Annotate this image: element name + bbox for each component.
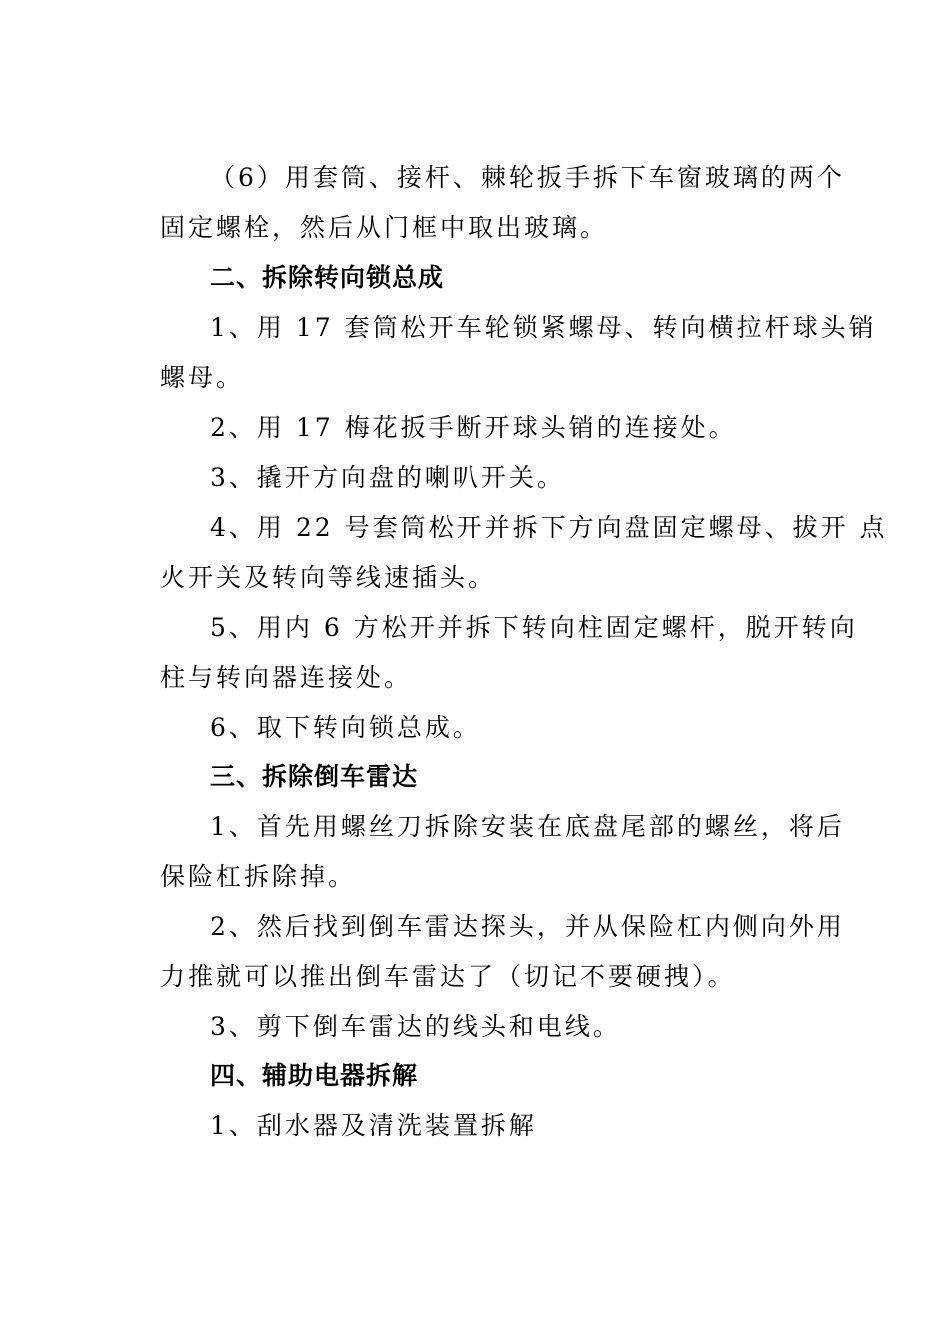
paragraph-2-6: 6、取下转向锁总成。 [210,713,481,742]
section-heading-3: 三、拆除倒车雷达 [210,762,419,791]
paragraph-2-2: 2、用 17 梅花扳手断开球头销的连接处。 [210,413,737,442]
paragraph-step-6-line-1: （6）用套筒、接杆、棘轮扳手拆下车窗玻璃的两个 [210,163,845,192]
paragraph-2-4-line-1: 4、用 22 号套筒松开并拆下方向盘固定螺母、拔开 点 [210,513,888,542]
paragraph-2-1-line-2: 螺母。 [160,363,245,392]
section-heading-4: 四、辅助电器拆解 [210,1061,419,1090]
paragraph-3-1-line-1: 1、首先用螺丝刀拆除安装在底盘尾部的螺丝，将后 [210,812,845,841]
paragraph-2-5-line-1: 5、用内 6 方松开并拆下转向柱固定螺杆，脱开转向 [210,613,858,642]
paragraph-3-2-line-2: 力推就可以推出倒车雷达了（切记不要硬拽）。 [160,962,736,991]
paragraph-3-2-line-1: 2、然后找到倒车雷达探头，并从保险杠内侧向外用 [210,912,845,941]
paragraph-2-5-line-2: 柱与转向器连接处。 [160,663,413,692]
section-heading-2: 二、拆除转向锁总成 [210,263,445,292]
paragraph-step-6-line-2: 固定螺栓，然后从门框中取出玻璃。 [160,213,609,242]
paragraph-3-1-line-2: 保险杠拆除掉。 [160,862,357,891]
paragraph-2-1-line-1: 1、用 17 套筒松开车轮锁紧螺母、转向横拉杆球头销 [210,313,877,342]
paragraph-2-3: 3、撬开方向盘的喇叭开关。 [210,463,565,492]
paragraph-2-4-line-2: 火开关及转向等线速插头。 [160,563,497,592]
paragraph-4-1: 1、刮水器及清洗装置拆解 [210,1111,537,1140]
paragraph-3-3: 3、剪下倒车雷达的线头和电线。 [210,1012,621,1041]
